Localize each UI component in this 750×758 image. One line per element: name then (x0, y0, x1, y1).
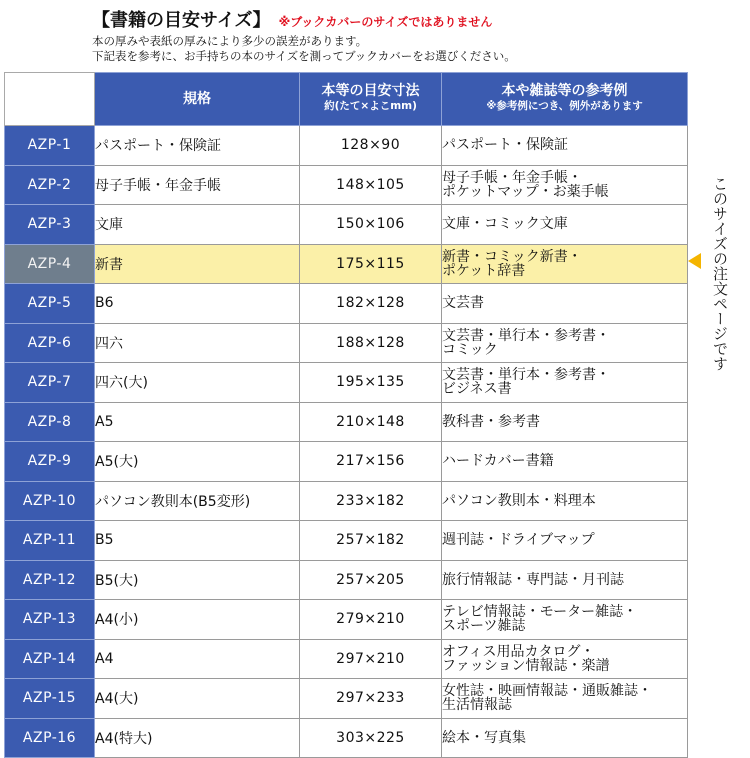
description-line-1: 本の厚みや表紙の厚みにより多少の誤差があります。 (92, 34, 368, 48)
spec-name: B5 (95, 521, 300, 561)
description-line-2: 下記表を参考に、お手持ちの本のサイズを測ってブックカバーをお選びください。 (92, 48, 516, 63)
size-code: AZP-7 (5, 363, 95, 403)
size-dimensions: 148×105 (300, 165, 442, 205)
example-cell (442, 639, 688, 679)
example-cell (442, 718, 688, 758)
size-code: AZP-15 (5, 679, 95, 719)
page-header (92, 6, 712, 63)
example-line: 文芸書 (442, 295, 484, 312)
size-code: AZP-9 (5, 442, 95, 482)
size-dimensions: 279×210 (300, 600, 442, 640)
example-line: 文芸書・単行本・参考書・ (442, 327, 610, 344)
example-line: 母子手帳・年金手帳・ (442, 169, 582, 186)
size-dimensions: 257×205 (300, 560, 442, 600)
header-example (442, 73, 688, 126)
example-cell (442, 442, 688, 482)
spec-name: A4(小) (95, 600, 300, 640)
size-code: AZP-10 (5, 481, 95, 521)
example-cell (442, 284, 688, 324)
page-title: 【書籍の目安サイズ】 (92, 10, 271, 31)
header-corner-cell (5, 73, 95, 126)
example-line: ポケット辞書 (442, 262, 526, 279)
example-cell (442, 600, 688, 640)
example-cell (442, 560, 688, 600)
spec-name: 文庫 (95, 205, 300, 245)
size-code: AZP-2 (5, 165, 95, 205)
example-line: オフィス用品カタログ・ (442, 643, 595, 660)
example-cell (442, 244, 688, 284)
table-row[interactable] (5, 600, 688, 640)
spec-name: 新書 (95, 244, 300, 284)
size-code: AZP-4 (5, 244, 95, 284)
example-cell (442, 323, 688, 363)
size-dimensions: 233×182 (300, 481, 442, 521)
example-cell (442, 402, 688, 442)
example-line: 生活情報誌 (442, 697, 512, 714)
table-row[interactable] (5, 481, 688, 521)
size-dimensions: 217×156 (300, 442, 442, 482)
table-row[interactable] (5, 442, 688, 482)
header-example-label: 本や雑誌等の参考例 (501, 83, 628, 99)
header-size (300, 73, 442, 126)
size-dimensions: 188×128 (300, 323, 442, 363)
order-page-label: このサイズの注文ページです (711, 176, 729, 371)
spec-name: A4(大) (95, 679, 300, 719)
size-dimensions: 303×225 (300, 718, 442, 758)
example-cell (442, 205, 688, 245)
example-line: ビジネス書 (442, 381, 512, 398)
table-row[interactable] (5, 205, 688, 245)
spec-name: A4(特大) (95, 718, 300, 758)
table-row[interactable] (5, 402, 688, 442)
header-size-label: 本等の目安寸法 (321, 83, 420, 99)
example-line: ポケットマップ・お薬手帳 (442, 183, 609, 200)
example-line: ファッション情報誌・楽譜 (442, 657, 610, 674)
size-dimensions: 128×90 (300, 126, 442, 166)
spec-name: 四六(大) (95, 363, 300, 403)
spec-name: B6 (95, 284, 300, 324)
table-row[interactable] (5, 165, 688, 205)
example-line: 絵本・写真集 (442, 729, 526, 746)
table-row[interactable] (5, 126, 688, 166)
example-line: パソコン教則本・料理本 (442, 492, 596, 509)
example-line: 教科書・参考書 (442, 413, 540, 430)
table-row[interactable] (5, 560, 688, 600)
title-line (92, 6, 712, 32)
example-line: 女性誌・映画情報誌・通販雑誌・ (442, 683, 652, 700)
example-cell (442, 679, 688, 719)
example-cell (442, 165, 688, 205)
size-code: AZP-5 (5, 284, 95, 324)
example-line: パスポート・保険証 (442, 137, 568, 154)
pointer-arrow-icon (688, 253, 701, 269)
example-line: 文庫・コミック文庫 (442, 216, 568, 233)
example-cell (442, 126, 688, 166)
spec-name: A5(大) (95, 442, 300, 482)
size-code: AZP-11 (5, 521, 95, 561)
size-table-body (5, 126, 688, 758)
size-dimensions: 257×182 (300, 521, 442, 561)
size-table (4, 72, 688, 758)
example-cell (442, 481, 688, 521)
table-row[interactable] (5, 284, 688, 324)
example-line: 旅行情報誌・専門誌・月刊誌 (442, 571, 624, 588)
table-row[interactable] (5, 363, 688, 403)
size-dimensions: 175×115 (300, 244, 442, 284)
size-dimensions: 210×148 (300, 402, 442, 442)
spec-name: パスポート・保険証 (95, 126, 300, 166)
table-row[interactable] (5, 244, 688, 284)
example-line: 文芸書・単行本・参考書・ (442, 367, 610, 384)
example-line: テレビ情報誌・モーター雑誌・ (442, 604, 638, 621)
size-code: AZP-6 (5, 323, 95, 363)
example-line: 新書・コミック新書・ (442, 248, 582, 265)
size-code: AZP-12 (5, 560, 95, 600)
header-spec (95, 73, 300, 126)
header-size-sublabel: 約(たて×よこmm) (324, 100, 417, 112)
table-row[interactable] (5, 521, 688, 561)
spec-name: A4 (95, 639, 300, 679)
header-example-sublabel: ※参考例につき、例外があります (486, 100, 643, 112)
size-code: AZP-14 (5, 639, 95, 679)
table-row[interactable] (5, 323, 688, 363)
size-code: AZP-16 (5, 718, 95, 758)
spec-name: 四六 (95, 323, 300, 363)
size-dimensions: 182×128 (300, 284, 442, 324)
spec-name: パソコン教則本(B5変形) (95, 481, 300, 521)
size-dimensions: 195×135 (300, 363, 442, 403)
size-code: AZP-3 (5, 205, 95, 245)
size-code: AZP-13 (5, 600, 95, 640)
size-code: AZP-1 (5, 126, 95, 166)
size-dimensions: 297×210 (300, 639, 442, 679)
spec-name: A5 (95, 402, 300, 442)
spec-name: 母子手帳・年金手帳 (95, 165, 300, 205)
example-cell (442, 363, 688, 403)
example-cell (442, 521, 688, 561)
size-dimensions: 297×233 (300, 679, 442, 719)
example-line: ハードカバー書籍 (442, 453, 554, 470)
header-spec-label: 規格 (183, 90, 211, 107)
size-code: AZP-8 (5, 402, 95, 442)
table-row[interactable] (5, 718, 688, 758)
notice-text: ※ブックカバーのサイズではありません (278, 15, 493, 29)
example-line: コミック (442, 341, 498, 358)
table-row[interactable] (5, 639, 688, 679)
table-header-row (5, 73, 688, 126)
example-line: 週刊誌・ドライブマップ (442, 532, 595, 549)
size-dimensions: 150×106 (300, 205, 442, 245)
table-row[interactable] (5, 679, 688, 719)
spec-name: B5(大) (95, 560, 300, 600)
example-line: スポーツ雑誌 (442, 618, 526, 635)
